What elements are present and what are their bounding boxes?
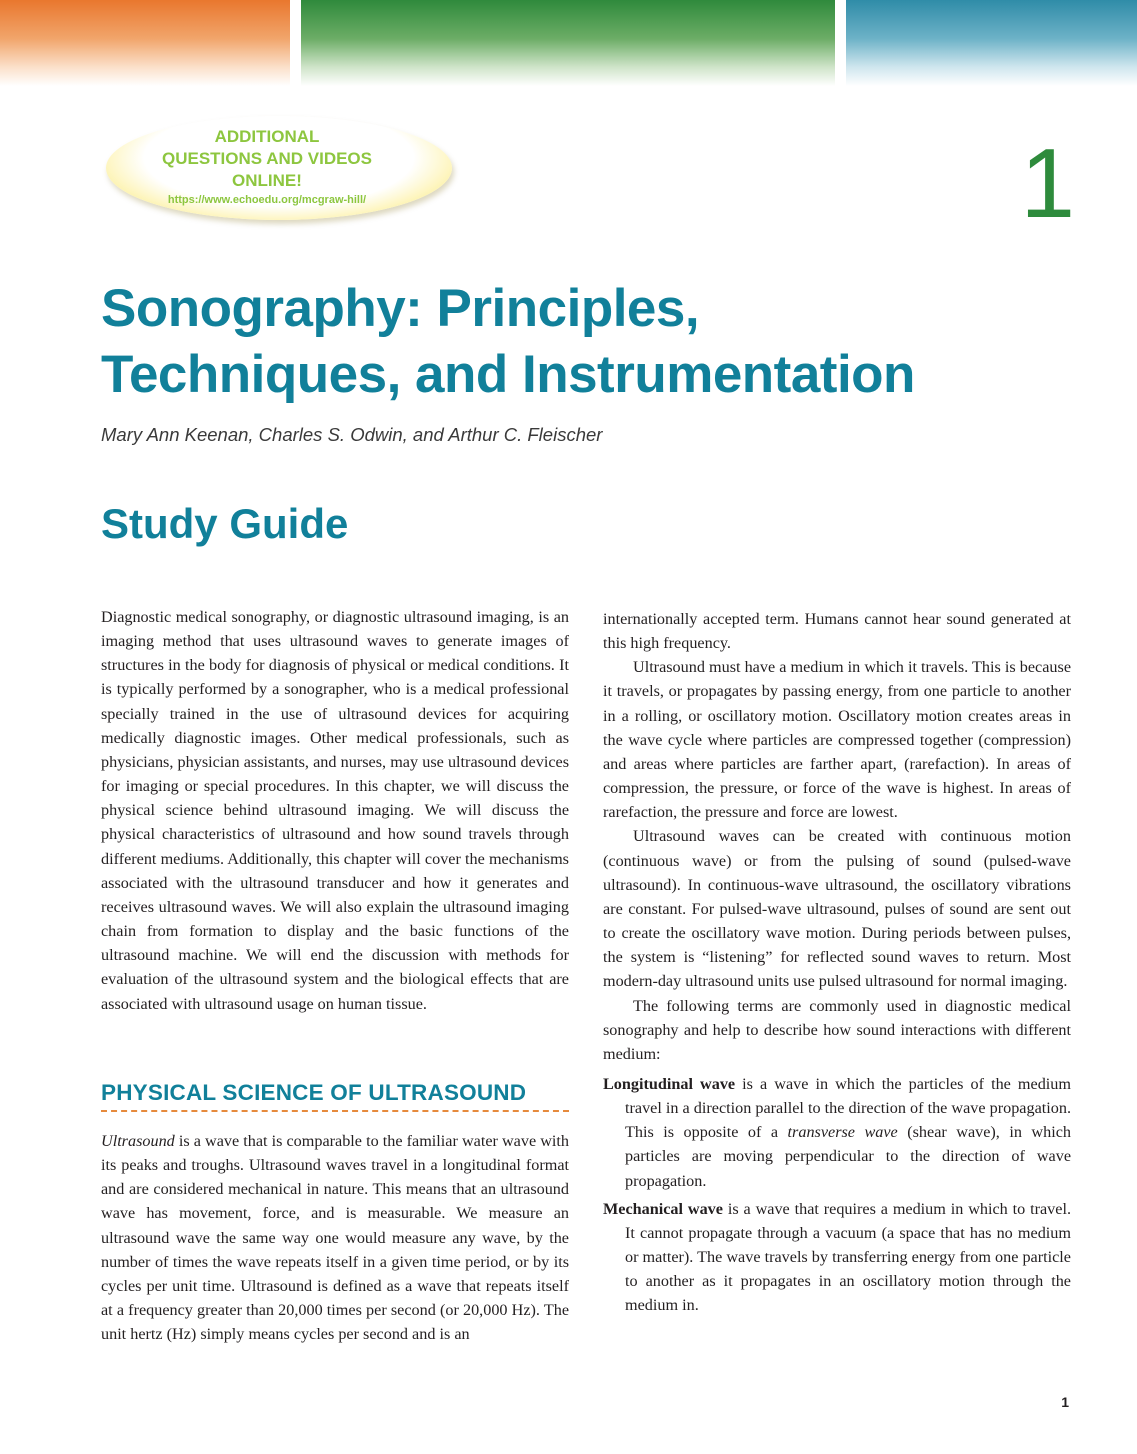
term-italic: transverse wave <box>787 1123 898 1142</box>
authors: Mary Ann Keenan, Charles S. Odwin, and Arthur C. Fleischer <box>101 424 603 445</box>
badge-line-2: QUESTIONS AND VIDEOS <box>161 149 372 168</box>
header-band-green <box>301 0 835 86</box>
section-heading: PHYSICAL SCIENCE OF ULTRASOUND <box>101 1080 569 1112</box>
header-band-blue <box>846 0 1137 86</box>
paragraph-medium: Ultrasound must have a medium in which it travels. This is because it travels, or propagates by passing energy, from one particle to another in a rolling, or oscillatory motion. Oscillatory motion creates areas in the wave cycle where particles are compressed together (compression) and areas where particles are farther apart, (rarefaction). In areas of compression, the pressure, or force of the wave is highest. In areas of rarefaction, the pressure and force are lowest. <box>603 658 1071 822</box>
study-guide-heading: Study Guide <box>101 500 349 547</box>
right-column <box>603 607 1071 1318</box>
paragraph-terms-intro: The following terms are commonly used in diagnostic medical sonography and help to describe how sound interactions with different medium: <box>603 996 1071 1063</box>
chapter-number: 1 <box>1020 128 1075 238</box>
paragraph-continuous-pulsed: Ultrasound waves can be created with continuous motion (continuous wave) or from the pulsing of sound (pulsed-wave ultrasound). In continuous-wave ultrasound, the oscillatory vibrations are constant. For pulsed-wave ultrasound, pulses of sound are sent out to create the oscillatory wave motion. During periods between pulses, the system is “listening” for reflected sound waves to return. Most modern-day ultrasound units use pulsed ultrasound for normal imaging. <box>603 827 1071 991</box>
term-mechanical-wave <box>603 1197 1071 1318</box>
term-name: Mechanical wave <box>603 1199 723 1218</box>
header-band-orange <box>0 0 290 86</box>
chapter-title <box>101 276 1061 408</box>
badge-text <box>106 126 428 192</box>
badge-line-1: ADDITIONAL <box>214 127 320 146</box>
term-text-after: (shear wave), in which particles are moving perpendicular to the direction of wave propagation. <box>625 1123 1071 1190</box>
term-name: Longitudinal wave <box>603 1074 736 1093</box>
term-longitudinal-wave <box>603 1072 1071 1193</box>
paragraph-continued: internationally accepted term. Humans cannot hear sound generated at this high frequency. <box>603 610 1071 653</box>
page-number: 1 <box>1061 1394 1069 1410</box>
chapter-title-line-2: Techniques, and Instrumentation <box>101 345 915 404</box>
badge-line-3: ONLINE! <box>232 171 302 190</box>
online-resources-badge[interactable] <box>106 116 452 220</box>
badge-url[interactable]: https://www.echoedu.org/mcgraw-hill/ <box>167 194 367 206</box>
left-column-intro <box>101 605 569 1016</box>
lead-term: Ultrasound <box>101 1132 175 1150</box>
intro-paragraph: Diagnostic medical sonography, or diagnostic ultrasound imaging, is an imaging method that uses ultrasound waves to generate images of structures in the body for diagnosis of physical or medical conditions. It is typically performed by a sonographer, who is a medical professional specially trained in the use of ultrasound devices for acquiring medically diagnostic images. Other medical professionals, such as physicians, physician assistants, and nurses, may use ultrasound devices for imaging or special procedures. In this chapter, we will discuss the physical science behind ultrasound imaging. We will discuss the physical characteristics of ultrasound and how sound travels through different mediums. Additionally, this chapter will cover the mechanisms associated with the ultrasound transducer and how it generates and receives ultrasound waves. We will also explain the ultrasound imaging chain from formation to display and the basic functions of the ultrasound machine. We will end the discussion with methods for evaluation of the ultrasound system and the biological effects that are associated with ultrasound usage on human tissue. <box>101 608 569 1013</box>
terms-list <box>603 1072 1071 1318</box>
chapter-title-line-1: Sonography: Principles, <box>101 279 700 338</box>
term-text-before: is a wave in which the particles of the medium travel in a direction parallel to the direction of the wave propagation. This is opposite of a <box>625 1074 1071 1142</box>
left-column-section <box>101 1129 569 1346</box>
section-paragraph <box>101 1129 569 1346</box>
section-paragraph-text: is a wave that is comparable to the familiar water wave with its peaks and troughs. Ultrasound waves travel in a longitudinal format and are considered mechanical in nature. This means that an ultrasound wave has movement, force, and is measurable. We measure an ultrasound wave the same way one would measure any wave, by the number of times the wave repeats itself in a given time period, or by its cycles per unit time. Ultrasound is defined as a wave that repeats itself at a frequency greater than 20,000 times per second (or 20,000 Hz). The unit hertz (Hz) simply means cycles per second and is an <box>101 1132 569 1344</box>
term-text-before: is a wave that requires a medium in which to travel. It cannot propagate through a vacuum (a space that has no medium or matter). The wave travels by transferring energy from one particle to another as it propagates in an oscillatory motion through the medium in. <box>625 1199 1071 1315</box>
